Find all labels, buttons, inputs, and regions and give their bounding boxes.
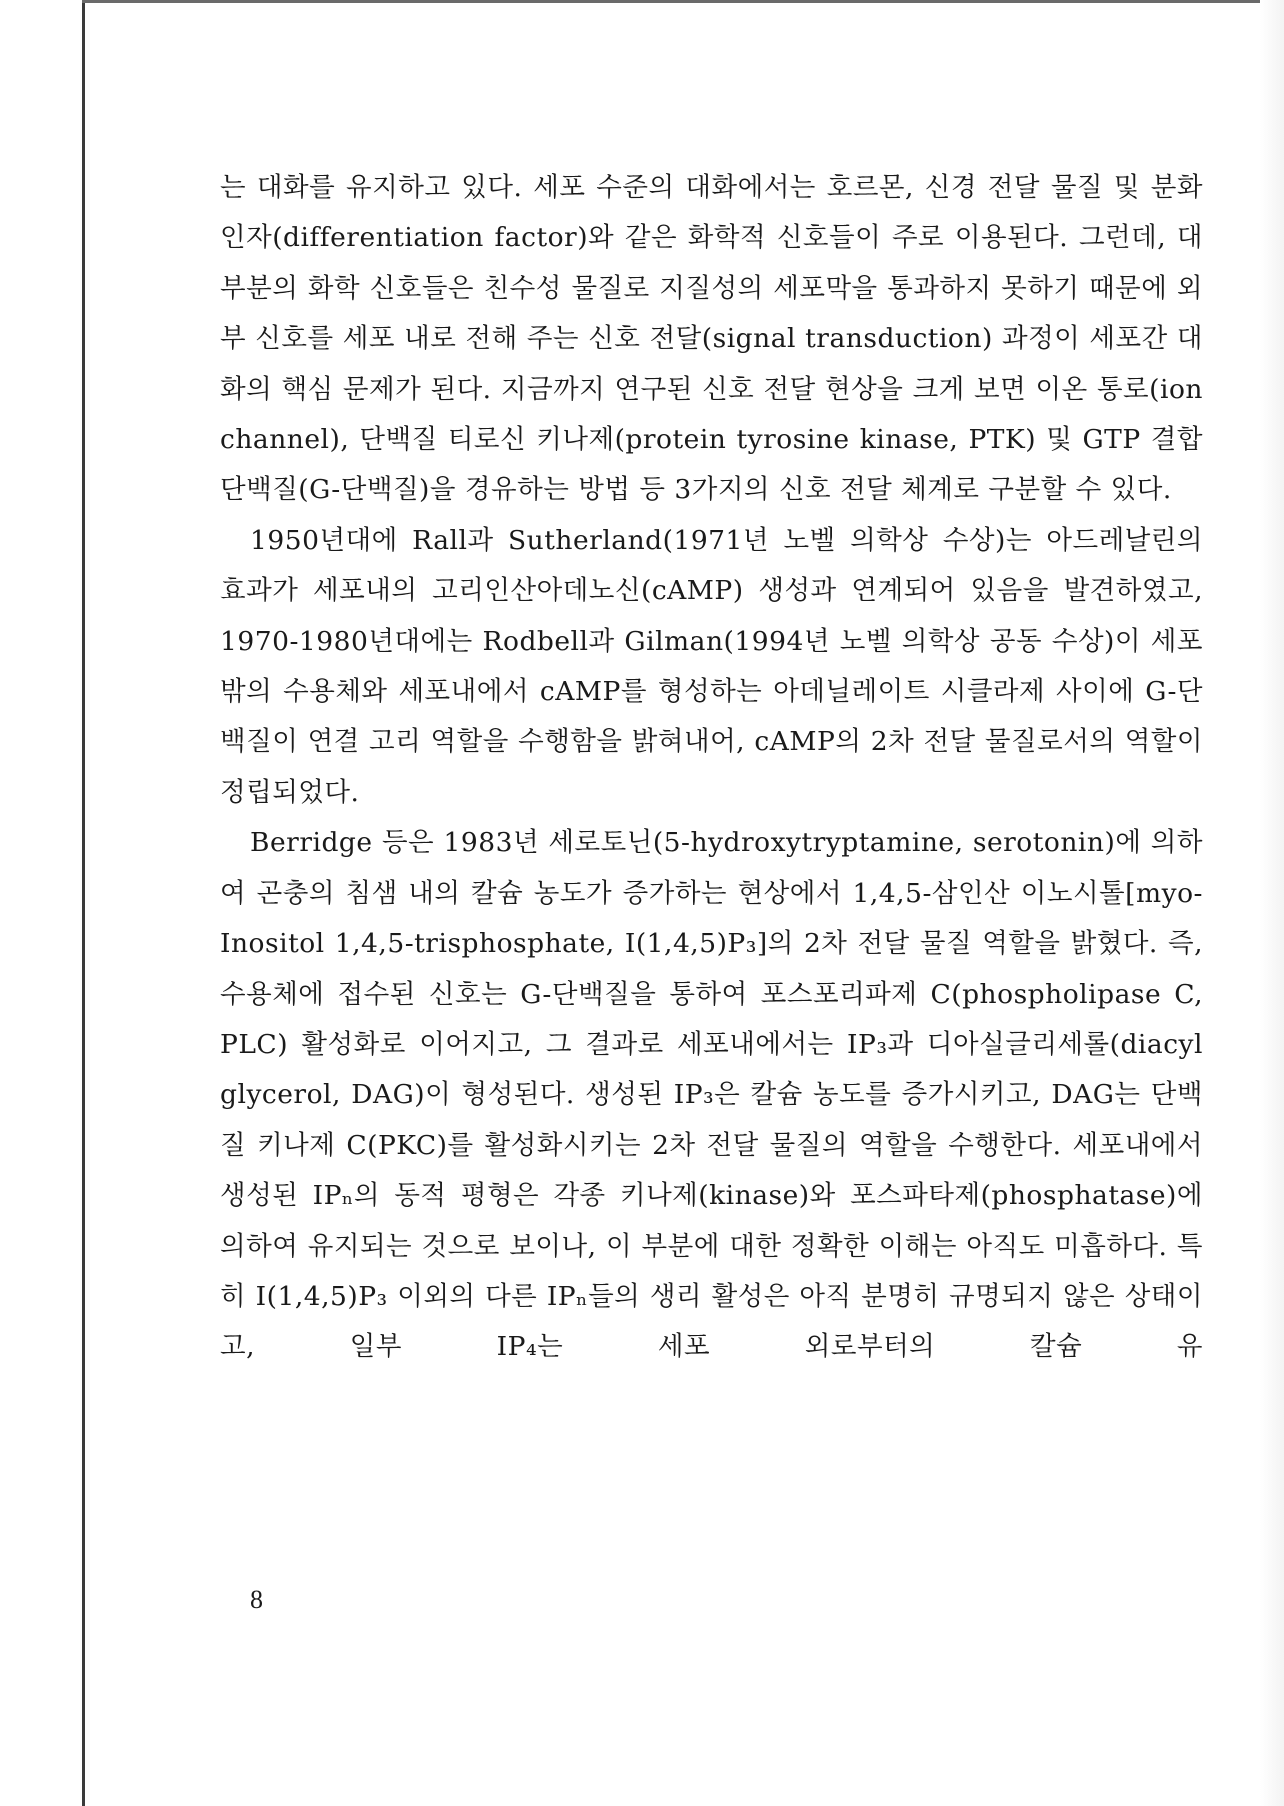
paragraph-2: 1950년대에 Rall과 Sutherland(1971년 노벨 의학상 수상)는 아드레날린의 효과가 세포내의 고리인산아데노신(cAMP) 생성과 연계되어 있음을 발견하였고, 1970-1980년대에는 Rodbell과 Gilman(1994년 노벨 의학상 공동 수상)이 세포 밖의 수용체와 세포내에서 cAMP를 형성하는 아데닐레이트 시클라제 사이에 G-단백질이 연결 고리 역할을 수행함을 밝혀내어, cAMP의 2차 전달 물질로서의 역할이 정립되었다.	[220, 524, 1203, 808]
page-right-shade	[1260, 0, 1284, 1806]
paragraph-3: Berridge 등은 1983년 세로토닌(5-hydroxytryptamine, serotonin)에 의하여 곤충의 침샘 내의 칼슘 농도가 증가하는 현상에서 1,4,5-삼인산 이노시톨[myo-Inositol 1,4,5-trisphosphate, I(1,4,5)P₃]의 2차 전달 물질 역할을 밝혔다. 즉, 수용체에 접수된 신호는 G-단백질을 통하여 포스포리파제 C(phospholipase C, PLC) 활성화로 이어지고, 그 결과로 세포내에서는 IP₃과 디아실글리세롤(diacyl glycerol, DAG)이 형성된다. 생성된 IP₃은 칼슘 농도를 증가시키고, DAG는 단백질 키나제 C(PKC)를 활성화시키는 2차 전달 물질의 역할을 수행한다. 세포내에서 생성된 IPₙ의 동적 평형은 각종 키나제(kinase)와 포스파타제(phosphatase)에 의하여 유지되는 것으로 보이나, 이 부분에 대한 정확한 이해는 아직도 미흡하다. 특히 I(1,4,5)P₃ 이외의 다른 IPₙ들의 생리 활성은 아직 분명히 규명되지 않은 상태이고, 일부 IP₄는 세포 외로부터의 칼슘 유	[220, 827, 1203, 1363]
body-text	[220, 163, 1203, 1373]
paragraph-1: 는 대화를 유지하고 있다. 세포 수준의 대화에서는 호르몬, 신경 전달 물질 및 분화 인자(differentiation factor)와 같은 화학적 신호들이 주로 이용된다. 그런데, 대부분의 화학 신호들은 친수성 물질로 지질성의 세포막을 통과하지 못하기 때문에 외부 신호를 세포 내로 전해 주는 신호 전달(signal transduction) 과정이 세포간 대화의 핵심 문제가 된다. 지금까지 연구된 신호 전달 현상을 크게 보면 이온 통로(ion channel), 단백질 티로신 키나제(protein tyrosine kinase, PTK) 및 GTP 결합 단백질(G-단백질)을 경유하는 방법 등 3가지의 신호 전달 체계로 구분할 수 있다.	[220, 172, 1203, 506]
page-number: 8	[250, 1585, 263, 1614]
document-page	[85, 3, 1260, 1803]
page-margin-left	[0, 0, 82, 1806]
